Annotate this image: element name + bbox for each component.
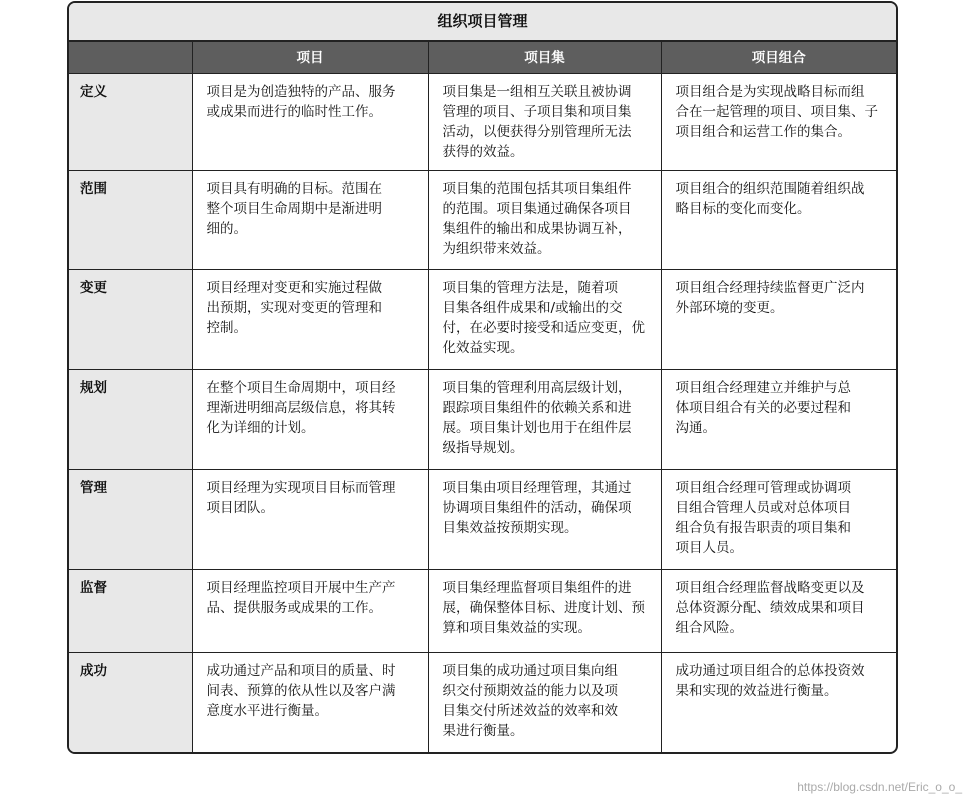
row-label: 定义 [69,74,192,171]
table-row [69,653,896,754]
cell-program: 项目集是一组相互关联且被协调 管理的项目、子项目集和项目集 活动，以便获得分别管理所无法 获得的效益。 [428,74,661,171]
cell-project: 项目经理对变更和实施过程做 出预期，实现对变更的管理和 控制。 [192,270,428,370]
cell-portfolio: 项目组合的组织范围随着组织战 略目标的变化而变化。 [661,171,896,270]
table-title: 组织项目管理 [69,3,896,42]
comparison-table [69,42,896,754]
cell-program: 项目集经理监督项目集组件的进 展，确保整体目标、进度计划、预 算和项目集效益的实现。 [428,570,661,653]
table-row [69,270,896,370]
comparison-table-frame [67,1,898,754]
cell-program: 项目集的管理利用高层级计划， 跟踪项目集组件的依赖关系和进 展。项目集计划也用于在组件层 级指导规划。 [428,370,661,470]
cell-program: 项目集的成功通过项目集向组 织交付预期效益的能力以及项 目集交付所述效益的效率和效 果进行衡量。 [428,653,661,754]
table-row [69,570,896,653]
watermark: https://blog.csdn.net/Eric_o_o_ [797,780,962,794]
cell-project: 成功通过产品和项目的质量、时 间表、预算的依从性以及客户满 意度水平进行衡量。 [192,653,428,754]
cell-portfolio: 项目组合经理建立并维护与总 体项目组合有关的必要过程和 沟通。 [661,370,896,470]
header-program: 项目集 [428,42,661,74]
cell-project: 项目具有明确的目标。范围在 整个项目生命周期中是渐进明 细的。 [192,171,428,270]
table-row [69,171,896,270]
cell-project: 在整个项目生命周期中，项目经 理渐进明细高层级信息，将其转 化为详细的计划。 [192,370,428,470]
header-empty [69,42,192,74]
header-row [69,42,896,74]
cell-portfolio: 项目组合经理监督战略变更以及 总体资源分配、绩效成果和项目 组合风险。 [661,570,896,653]
table-row [69,370,896,470]
row-label: 管理 [69,470,192,570]
table-row [69,470,896,570]
table-row [69,74,896,171]
header-project: 项目 [192,42,428,74]
cell-portfolio: 项目组合是为实现战略目标而组 合在一起管理的项目、项目集、子 项目组合和运营工作的集合。 [661,74,896,171]
row-label: 规划 [69,370,192,470]
header-portfolio: 项目组合 [661,42,896,74]
row-label: 成功 [69,653,192,754]
row-label: 范围 [69,171,192,270]
cell-program: 项目集由项目经理管理，其通过 协调项目集组件的活动，确保项 目集效益按预期实现。 [428,470,661,570]
cell-portfolio: 成功通过项目组合的总体投资效 果和实现的效益进行衡量。 [661,653,896,754]
cell-project: 项目经理监控项目开展中生产产 品、提供服务或成果的工作。 [192,570,428,653]
row-label: 变更 [69,270,192,370]
cell-program: 项目集的管理方法是，随着项 目集各组件成果和/或输出的交 付，在必要时接受和适应变更，优 化效益实现。 [428,270,661,370]
cell-program: 项目集的范围包括其项目集组件 的范围。项目集通过确保各项目 集组件的输出和成果协调互补， 为组织带来效益。 [428,171,661,270]
cell-project: 项目经理为实现项目目标而管理 项目团队。 [192,470,428,570]
row-label: 监督 [69,570,192,653]
cell-project: 项目是为创造独特的产品、服务 或成果而进行的临时性工作。 [192,74,428,171]
cell-portfolio: 项目组合经理可管理或协调项 目组合管理人员或对总体项目 组合负有报告职责的项目集和 项目人员。 [661,470,896,570]
cell-portfolio: 项目组合经理持续监督更广泛内 外部环境的变更。 [661,270,896,370]
